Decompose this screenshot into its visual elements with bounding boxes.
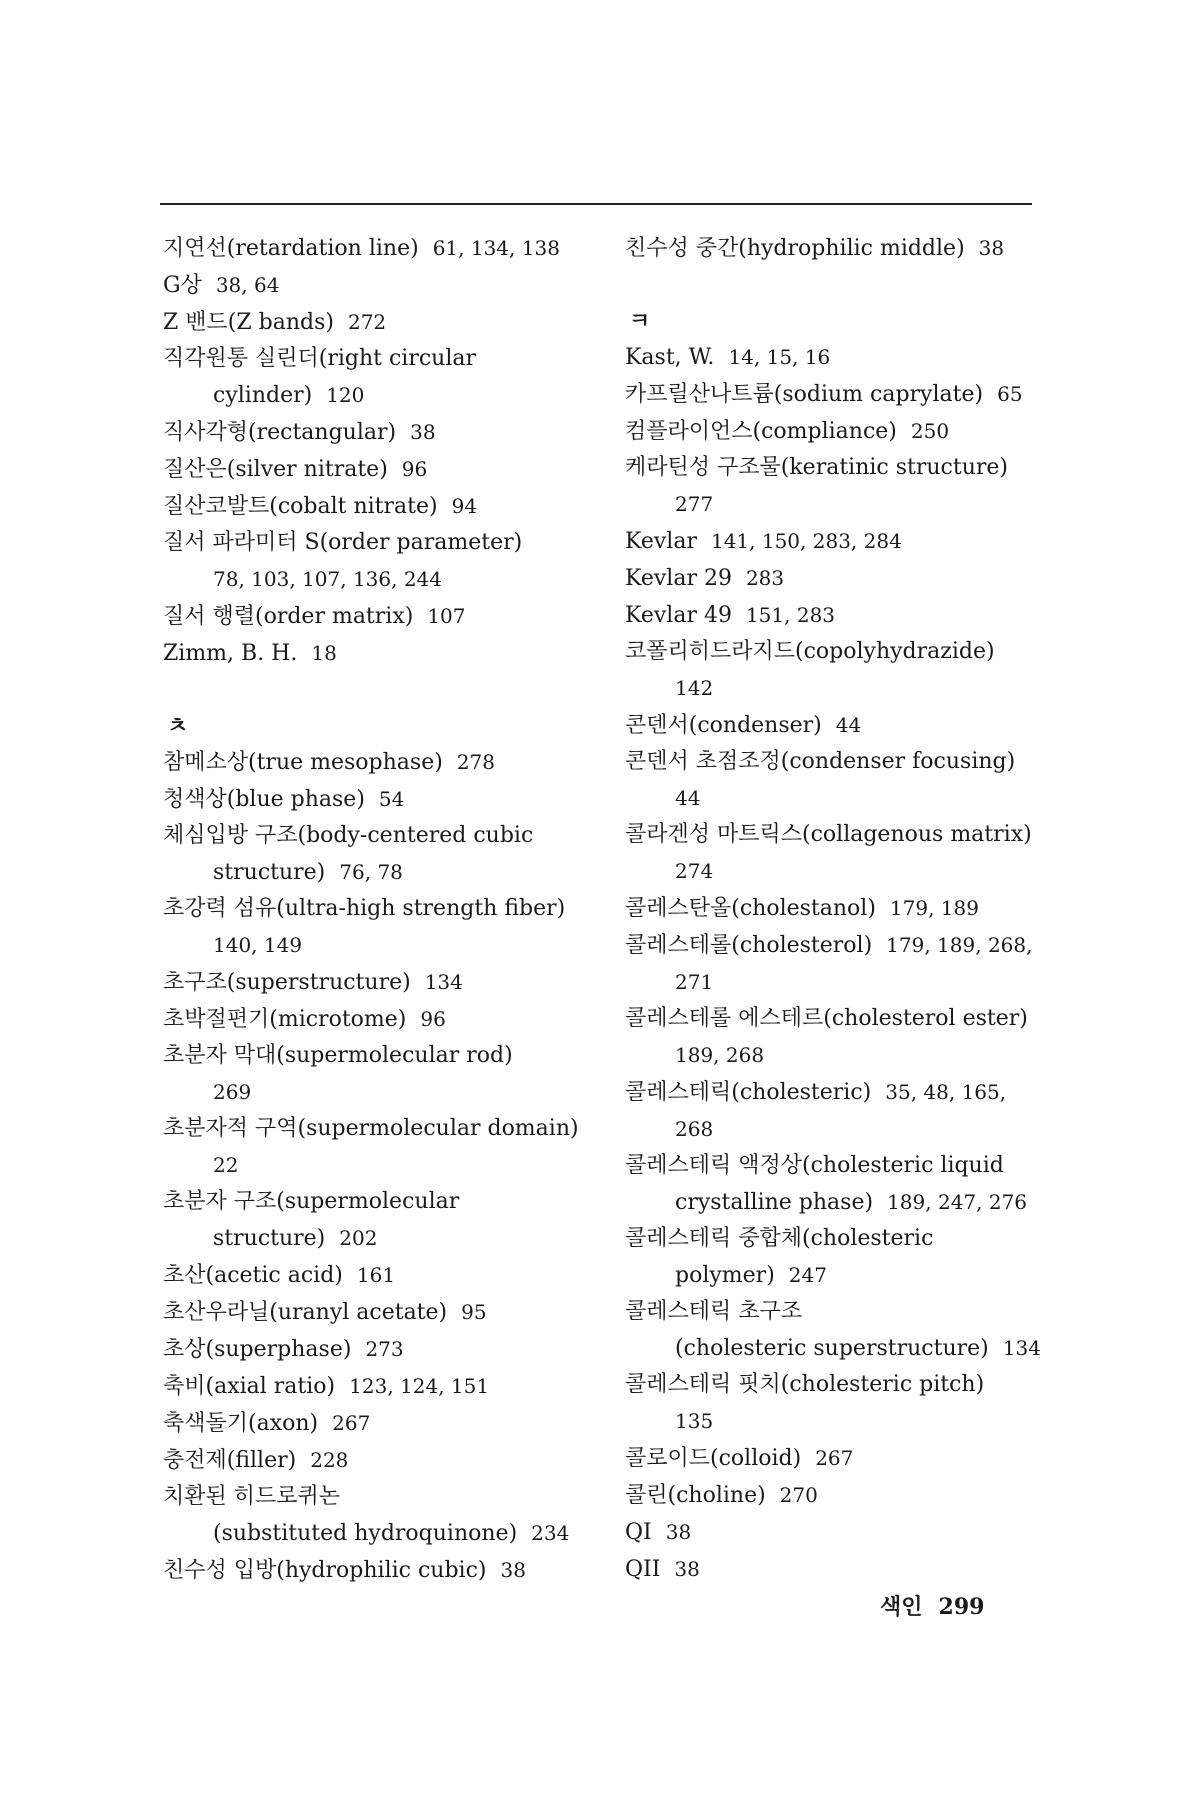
entry-term [625,560,1045,597]
entry-page-numbers: 250 [910,419,950,443]
entry-text: Kevlar 29 [625,566,732,591]
entry-text: 질서 파라미터 S(order parameter) [163,530,523,555]
entry-term [625,817,1045,853]
entry-term-continued [163,1147,583,1184]
entry-text: 케라틴성 구조물(keratinic structure) [625,455,1008,480]
entry-text: 초분자 구조(supermolecular [163,1189,460,1214]
index-entry [625,1148,1045,1221]
index-entry [625,964,1045,1001]
entry-page-numbers: 96 [420,1007,446,1031]
entry-page-numbers: 18 [311,641,337,665]
entry-page-numbers: 151, 283 [745,603,836,627]
entry-term-continued [163,561,583,598]
entry-text: (cholesteric superstructure) [675,1336,989,1361]
entry-page-numbers: 140, 149 [213,933,303,957]
entry-term [625,1551,1045,1588]
entry-text: 친수성 입방(hydrophilic cubic) [163,1558,487,1583]
entry-page-numbers: 94 [451,494,478,518]
entry-term [625,744,1045,780]
entry-text: 콜레스테릭(cholesteric) [625,1080,872,1105]
entry-page-numbers: 278 [456,750,495,774]
entry-term-continued [625,1403,1045,1440]
entry-term [163,1479,583,1515]
entry-text: structure) [213,860,326,885]
entry-text: 치환된 히드로퀴논 [163,1484,341,1509]
index-entry [625,1221,1045,1294]
entry-page-numbers: 135 [675,1409,714,1433]
entry-text: Kevlar [625,529,697,554]
entry-text: 초산우라닐(uranyl acetate) [163,1300,448,1325]
entry-text: G상 [163,273,202,298]
entry-page-numbers: 267 [815,1446,854,1470]
section-spacer [625,267,1045,303]
footer-section: 색인 [880,1594,923,1620]
entry-page-numbers: 271 [675,970,714,994]
index-entry [163,1184,583,1257]
entry-term [625,450,1045,486]
entry-text: cylinder) [213,383,313,408]
entry-page-numbers: 44 [835,713,862,737]
entry-text: 초산(acetic acid) [163,1263,343,1288]
entry-text: 청색상(blue phase) [163,787,365,812]
entry-page-numbers: 134 [1002,1336,1041,1360]
index-entry [163,1552,583,1589]
entry-term [163,744,583,781]
entry-term [625,376,1045,413]
index-entry [625,1001,1045,1074]
entry-term-continued [625,486,1045,523]
entry-page-numbers: 202 [339,1226,378,1250]
entry-page-numbers: 228 [310,1448,349,1472]
entry-text: (substituted hydroquinone) [213,1521,518,1546]
entry-term [163,1001,583,1038]
entry-page-numbers: 38 [410,420,436,444]
entry-page-numbers: 38 [500,1558,526,1582]
entry-term [625,1294,1045,1330]
entry-text: 콜레스테롤(cholesterol) [625,933,873,958]
entry-text: 콜레스테릭 핏치(cholesteric pitch) [625,1372,985,1397]
entry-text: 직각원통 실린더(right circular [163,346,477,371]
entry-text: Zimm, B. H. [163,641,298,666]
index-entry [163,1111,583,1184]
entry-text: Kast, W. [625,345,715,370]
entry-text: QII [625,1557,661,1582]
entry-page-numbers: 107 [427,604,466,628]
entry-term [163,635,583,672]
entry-term-continued [163,1515,583,1552]
index-entry [163,1257,583,1294]
entry-page-numbers: 120 [326,383,365,407]
entry-page-numbers: 38 [674,1557,700,1581]
entry-text: 초분자 막대(supermolecular rod) [163,1043,513,1068]
entry-term [163,488,583,525]
index-entry [625,1074,1045,1111]
entry-text: 컴플라이언스(compliance) [625,419,897,444]
entry-text: 카프릴산나트륨(sodium caprylate) [625,382,984,407]
entry-text: 초박절편기(microtome) [163,1007,407,1032]
entry-text: 콜레스테릭 액정상(cholesteric liquid [625,1153,1004,1178]
page-footer [880,1590,984,1621]
entry-page-numbers: 76, 78 [339,860,403,884]
index-entry [163,1001,583,1038]
entry-text: 콜레스탄올(cholestanol) [625,896,876,921]
index-entry [625,634,1045,707]
entry-term [163,818,583,854]
entry-page-numbers: 161 [356,1263,396,1287]
index-column-left [163,230,583,1589]
entry-term-continued [163,927,583,964]
entry-page-numbers: 44 [675,786,701,810]
entry-page-numbers: 95 [461,1300,487,1324]
index-entry [625,1477,1045,1514]
entry-text: 지연선(retardation line) [163,236,419,261]
index-entry [625,1367,1045,1440]
index-entry [625,339,1045,376]
entry-text: 초강력 섬유(ultra-high strength fiber) [163,896,566,921]
entry-term [625,634,1045,670]
entry-term [625,1221,1045,1257]
entry-text: 초상(superphase) [163,1337,352,1362]
index-entry [163,1331,583,1368]
index-entry [163,818,583,891]
entry-text: 콘덴서(condenser) [625,713,822,738]
index-entry [163,304,583,341]
index-entry [163,230,583,267]
index-entry [163,414,583,451]
entry-text: Z 밴드(Z bands) [163,310,334,335]
entry-term [625,413,1045,450]
entry-term [163,1442,583,1479]
index-entry [163,341,583,414]
entry-page-numbers: 268 [675,1117,714,1141]
entry-page-numbers: 96 [401,457,428,481]
entry-term-continued [625,853,1045,890]
entry-term [625,523,1045,560]
entry-term [163,414,583,451]
entry-text: 콜레스테릭 중합체(cholesteric [625,1226,934,1251]
index-entry [625,927,1045,964]
index-column-right [625,230,1045,1588]
entry-term [163,1368,583,1405]
entry-term [625,1074,1045,1111]
entry-text: QI [625,1520,652,1545]
entry-text: 축비(axial ratio) [163,1374,336,1399]
entry-text: 코폴리히드라지드(copolyhydrazide) [625,639,995,664]
entry-text: 질서 행렬(order matrix) [163,604,414,629]
entry-text: 콜레스테릭 초구조 [625,1299,803,1324]
entry-text: 콜라겐성 마트릭스(collagenous matrix) [625,822,1032,847]
index-entry [625,523,1045,560]
entry-term-continued [163,377,583,414]
entry-term [625,1440,1045,1477]
index-entry [163,744,583,781]
index-entry [163,1405,583,1442]
entry-term [163,598,583,635]
entry-term [625,890,1045,927]
entry-text: 초분자적 구역(supermolecular domain) [163,1116,579,1141]
entry-term-continued [625,1111,1045,1148]
index-entry [163,1368,583,1405]
index-entry [625,450,1045,523]
entry-page-numbers: 38 [665,1520,692,1544]
entry-term [163,267,583,304]
entry-text: 참메소상(true mesophase) [163,750,443,775]
entry-term [163,304,583,341]
entry-text: crystalline phase) [675,1190,874,1215]
entry-text: 직사각형(rectangular) [163,420,397,445]
entry-term-continued [625,1330,1045,1367]
entry-term-continued [625,670,1045,707]
entry-page-numbers: 35, 48, 165, [885,1080,1007,1104]
entry-text: structure) [213,1226,326,1251]
index-entry [625,1551,1045,1588]
entry-text: 친수성 중간(hydrophilic middle) [625,236,965,261]
entry-page-numbers: 123, 124, 151 [349,1374,490,1398]
index-entry [163,781,583,818]
entry-term-continued [625,964,1045,1001]
entry-page-numbers: 14, 15, 16 [728,345,831,369]
top-rule [160,203,1032,205]
entry-term [163,1331,583,1368]
entry-text: 질산은(silver nitrate) [163,457,388,482]
entry-page-numbers: 61, 134, 138 [432,236,560,260]
index-entry [163,488,583,525]
index-entry [625,230,1045,267]
section-heading: ㅊ [167,713,189,739]
index-entry [163,598,583,635]
section-heading: ㅋ [629,308,651,334]
entry-term [163,341,583,377]
entry-term [625,1148,1045,1184]
entry-page-numbers: 247 [788,1263,827,1287]
entry-term-continued [625,1257,1045,1294]
entry-term [163,451,583,488]
entry-term [625,339,1045,376]
entry-text: 콜린(choline) [625,1483,766,1508]
entry-term [163,1405,583,1442]
entry-page-numbers: 38, 64 [215,273,280,297]
entry-term [163,1257,583,1294]
index-entry [163,267,583,304]
entry-text: 콜레스테롤 에스테르(cholesterol ester) [625,1006,1028,1031]
entry-term [163,781,583,818]
entry-page-numbers: 269 [213,1080,252,1104]
index-entry [163,525,583,598]
index-entry [625,560,1045,597]
entry-page-numbers: 38 [978,236,1005,260]
entry-term [163,1294,583,1331]
entry-term-continued [163,1074,583,1111]
entry-term-continued [625,1184,1045,1221]
entry-page-numbers: 273 [365,1337,404,1361]
entry-term [163,964,583,1001]
entry-term [163,1111,583,1147]
index-entry [163,1294,583,1331]
entry-term [163,891,583,927]
entry-page-numbers: 234 [531,1521,570,1545]
entry-text: 콘덴서 초점조정(condenser focusing) [625,749,1016,774]
entry-page-numbers: 283 [745,566,785,590]
entry-page-numbers: 189, 247, 276 [887,1190,1028,1214]
index-entry [625,1440,1045,1477]
entry-term [625,1514,1045,1551]
entry-term [163,1184,583,1220]
entry-page-numbers: 277 [675,492,714,516]
entry-page-numbers: 22 [213,1153,239,1177]
entry-page-numbers: 65 [997,382,1023,406]
section-spacer [163,672,583,708]
entry-text: 콜로이드(colloid) [625,1446,802,1471]
index-entry [163,1442,583,1479]
index-entry [625,1514,1045,1551]
index-entry [163,451,583,488]
entry-text: 축색돌기(axon) [163,1411,319,1436]
index-entry [163,964,583,1001]
index-entry [625,744,1045,817]
index-entry [625,890,1045,927]
index-entry [625,376,1045,413]
index-entry [625,817,1045,890]
entry-page-numbers: 267 [332,1411,371,1435]
entry-term-continued [163,854,583,891]
entry-term-continued [625,1037,1045,1074]
entry-term [625,1367,1045,1403]
index-entry [625,413,1045,450]
entry-page-numbers: 270 [779,1483,818,1507]
entry-text: Kevlar 49 [625,603,732,628]
entry-term [625,1001,1045,1037]
entry-term-continued [625,780,1045,817]
index-entry [163,1479,583,1552]
entry-text: 초구조(superstructure) [163,970,411,995]
entry-text: 충전제(filler) [163,1448,297,1473]
index-entry [163,891,583,964]
index-entry [625,1111,1045,1148]
entry-text: polymer) [675,1263,775,1288]
entry-page-numbers: 189, 268 [675,1043,765,1067]
entry-page-numbers: 179, 189 [889,896,979,920]
entry-page-numbers: 134 [424,970,463,994]
entry-term [625,927,1045,964]
entry-term-continued [163,1220,583,1257]
entry-page-numbers: 141, 150, 283, 284 [710,529,902,553]
entry-term [163,230,583,267]
entry-page-numbers: 274 [675,859,714,883]
entry-term [625,707,1045,744]
index-entry [163,1038,583,1111]
index-entry [625,597,1045,634]
entry-term [625,1477,1045,1514]
entry-term [625,597,1045,634]
entry-term [163,525,583,561]
entry-text: 체심입방 구조(body-centered cubic [163,823,534,848]
entry-term [163,1552,583,1589]
entry-term [625,230,1045,267]
entry-term [163,1038,583,1074]
entry-page-numbers: 272 [347,310,387,334]
entry-page-numbers: 142 [675,676,714,700]
entry-text: 질산코발트(cobalt nitrate) [163,494,438,519]
entry-page-numbers: 54 [378,787,405,811]
entry-page-numbers: 179, 189, 268, [886,933,1033,957]
index-entry [625,707,1045,744]
entry-page-numbers: 78, 103, 107, 136, 244 [213,567,443,591]
index-entry [625,1294,1045,1367]
footer-page-number: 299 [938,1594,985,1620]
index-entry [163,635,583,672]
